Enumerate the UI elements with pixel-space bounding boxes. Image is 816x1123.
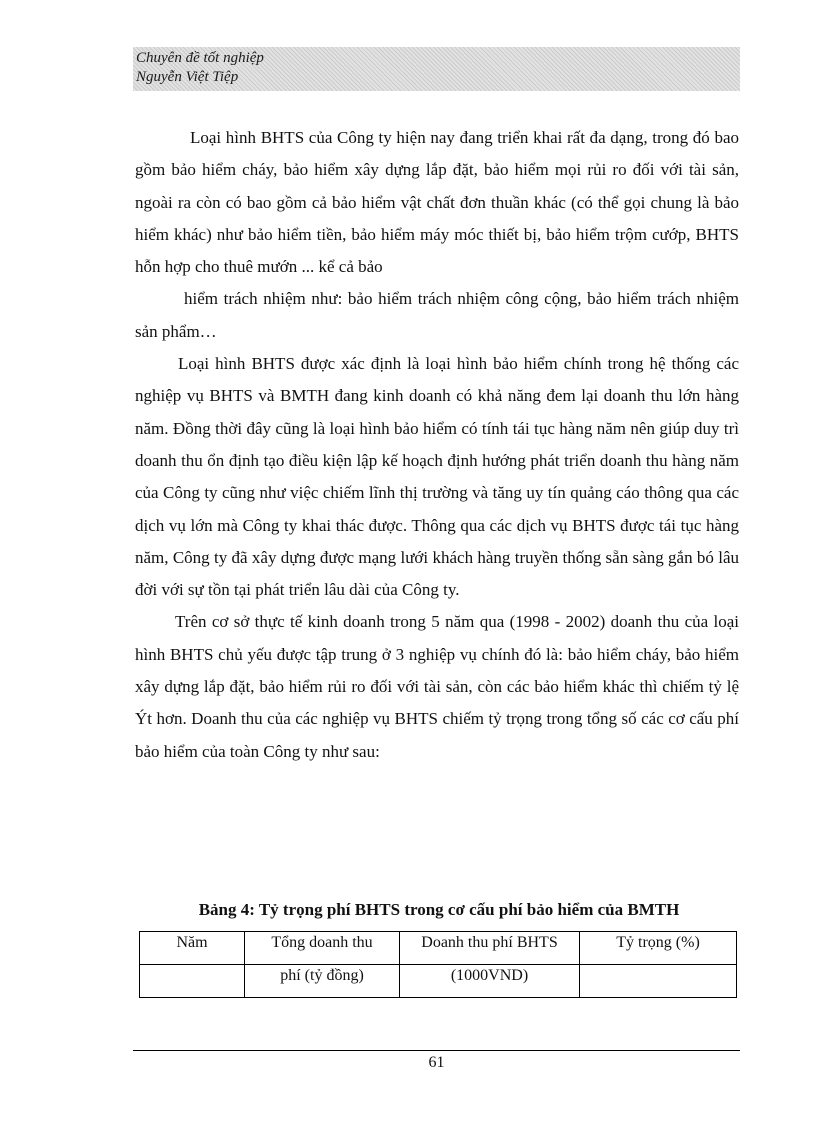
table-row — [140, 965, 737, 998]
table-cell: (1000VND) — [400, 965, 580, 998]
table-cell — [140, 965, 245, 998]
table-cell — [580, 965, 737, 998]
table-header-row — [140, 932, 737, 965]
premium-share-table — [139, 931, 737, 998]
paragraph-revenue-overview: Trên cơ sở thực tế kinh doanh trong 5 năm qua (1998 - 2002) doanh thu của loại hình BHTS chủ yếu được tập trung ở 3 nghiệp vụ chính đó là: bảo hiểm cháy, bảo hiểm xây dựng lắp đặt, bảo hiểm rủi ro đối với tài sản, còn các bảo hiểm khác thì chiếm tỷ lệ Ýt hơn. Doanh thu của các nghiệp vụ BHTS chiếm tỷ trọng trong tổng số các cơ cấu phí bảo hiểm của toàn Công ty như sau: — [135, 612, 739, 761]
table-cell: Tỷ trọng (%) — [580, 932, 737, 965]
paragraph-main-insurance-line: Loại hình BHTS được xác định là loại hình bảo hiểm chính trong hệ thống các nghiệp vụ BHTS và BMTH đang kinh doanh có khả năng đem lại doanh thu lớn hàng năm. Đồng thời đây cũng là loại hình bảo hiểm có tính tái tục hàng năm nên giúp duy trì doanh thu ổn định tạo điều kiện lập kế hoạch định hướng phát triển doanh thu hàng năm của Công ty cũng như việc chiếm lĩnh thị trường và tăng uy tín quảng cáo thông qua các dịch vụ lớn mà Công ty khai thác được. Thông qua các dịch vụ BHTS được tái tục hàng năm, Công ty đã xây dựng được mạng lưới khách hàng truyền thống sẵn sàng gắn bó lâu đời với sự tồn tại phát triển lâu dài của Công ty. — [135, 354, 739, 600]
paragraph-liability-insurance: hiểm trách nhiệm như: bảo hiểm trách nhiệm công cộng, bảo hiểm trách nhiệm sản phẩm… — [135, 289, 739, 341]
table-cell: phí (tỷ đồng) — [245, 965, 400, 998]
page-number: 61 — [428, 1054, 445, 1071]
table-cell: Doanh thu phí BHTS — [400, 932, 580, 965]
table-caption: Bảng 4: Tỷ trọng phí BHTS trong cơ cấu phí bảo hiểm của BMTH — [198, 900, 680, 919]
body-text — [135, 122, 739, 768]
header-author-name: Nguyễn Việt Tiệp — [136, 69, 239, 85]
table-cell: Năm — [140, 932, 245, 965]
page-header — [133, 47, 740, 91]
table-cell: Tổng doanh thu — [245, 932, 400, 965]
footer-rule — [133, 1050, 740, 1051]
paragraph-property-insurance-types: Loại hình BHTS của Công ty hiện nay đang triển khai rất đa dạng, trong đó bao gồm bảo hiểm cháy, bảo hiểm xây dựng lắp đặt, bảo hiểm mọi rủi ro đối với tài sản, ngoài ra còn có bao gồm cả bảo hiểm vật chất đơn thuần khác (có thể gọi chung là bảo hiểm khác) như bảo hiểm tiền, bảo hiểm máy móc thiết bị, bảo hiểm trộm cướp, BHTS hỗn hợp cho thuê mướn ... kể cả bảo — [135, 128, 739, 277]
header-document-title: Chuyên đề tốt nghiệp — [136, 50, 264, 66]
